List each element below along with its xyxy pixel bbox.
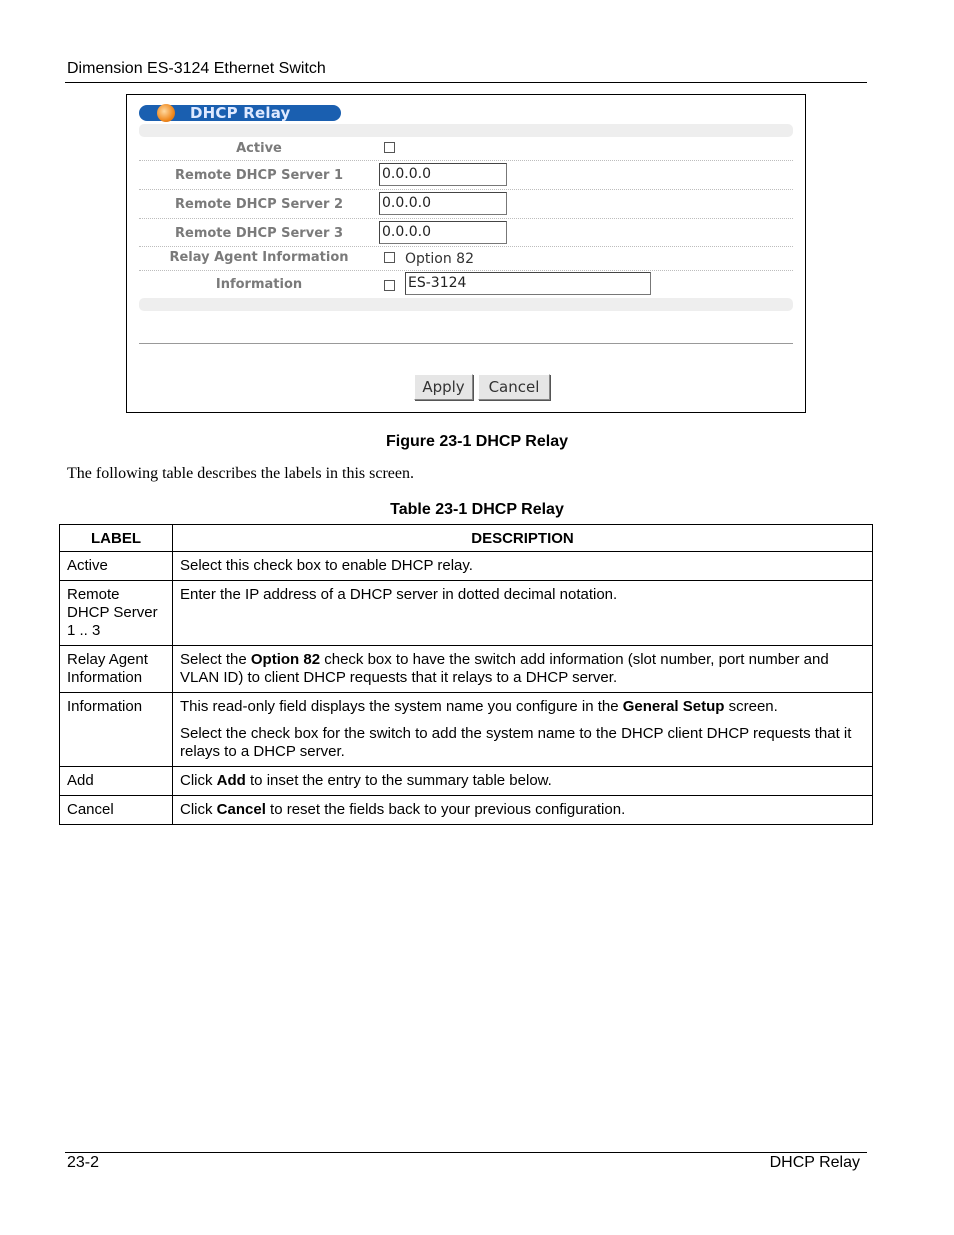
- active-checkbox[interactable]: [384, 142, 395, 153]
- header-label: LABEL: [60, 525, 173, 552]
- table-row: [60, 693, 873, 767]
- row-server2: [139, 190, 793, 219]
- row-active: [139, 138, 793, 161]
- option82-checkbox[interactable]: [384, 252, 395, 263]
- desc-text: Click: [180, 772, 217, 789]
- desc-bold: Cancel: [216, 801, 266, 818]
- server1-input[interactable]: 0.0.0.0: [379, 163, 507, 186]
- row-description: Select this check box to enable DHCP relay.: [173, 552, 873, 581]
- row-label: Cancel: [60, 796, 173, 825]
- server2-input[interactable]: 0.0.0.0: [379, 192, 507, 215]
- panel-title: DHCP Relay: [190, 104, 291, 122]
- desc-text: This read-only field displays the system name you configure in the: [180, 698, 623, 715]
- row-label: Information: [60, 693, 173, 767]
- row-description: [173, 693, 873, 767]
- desc-paragraph: [180, 698, 865, 716]
- desc-text: to reset the fields back to your previous configuration.: [265, 801, 626, 818]
- server1-label: Remote DHCP Server 1: [175, 168, 343, 183]
- row-description: Enter the IP address of a DHCP server in dotted decimal notation.: [173, 581, 873, 646]
- desc-text: screen.: [724, 698, 778, 715]
- intro-paragraph: The following table describes the labels in this screen.: [67, 465, 415, 482]
- option82-label: Option 82: [405, 251, 474, 267]
- table-row: [60, 552, 873, 581]
- desc-bold: Add: [216, 772, 246, 789]
- information-label: Information: [215, 277, 303, 292]
- row-label: Add: [60, 767, 173, 796]
- orb-icon: [157, 104, 175, 122]
- table-row: [60, 646, 873, 693]
- table-row: [60, 767, 873, 796]
- apply-button[interactable]: Apply: [414, 374, 473, 400]
- relay-agent-label: Relay Agent Information: [169, 250, 349, 265]
- row-label: Relay Agent Information: [60, 646, 173, 693]
- row-information: [139, 271, 793, 297]
- footer-section: DHCP Relay: [769, 1154, 860, 1171]
- bottom-band: [139, 298, 793, 311]
- figure-divider: [139, 343, 793, 344]
- desc-paragraph: Select the check box for the switch to add the system name to the DHCP client DHCP requests that it relays to a DHCP server.: [180, 725, 852, 760]
- desc-text: to inset the entry to the summary table below.: [245, 772, 552, 789]
- information-checkbox[interactable]: [384, 280, 395, 291]
- page-header-title: Dimension ES-3124 Ethernet Switch: [67, 60, 326, 77]
- figure-dhcp-relay-screenshot: [126, 94, 806, 413]
- table-row: [60, 581, 873, 646]
- row-description: [173, 796, 873, 825]
- desc-text: check box to have the switch add information (slot number, port number and VLAN ID) to client DHCP requests that it relays to a DHCP server.: [180, 651, 829, 686]
- page-number: 23-2: [67, 1154, 100, 1171]
- panel-title-bar: [139, 105, 341, 121]
- row-server3: [139, 219, 793, 247]
- row-server1: [139, 161, 793, 190]
- description-table: [59, 524, 873, 825]
- row-label: Active: [60, 552, 173, 581]
- server3-label: Remote DHCP Server 3: [175, 226, 343, 241]
- table-row: [60, 796, 873, 825]
- active-label: Active: [236, 141, 282, 156]
- footer-rule: [65, 1152, 867, 1153]
- desc-bold: Option 82: [250, 651, 321, 668]
- figure-caption: Figure 23-1 DHCP Relay: [386, 433, 568, 450]
- desc-text: Click: [180, 801, 217, 818]
- desc-text: Select the: [180, 651, 251, 668]
- header-description: DESCRIPTION: [173, 525, 873, 552]
- row-description: [173, 646, 873, 693]
- server3-input[interactable]: 0.0.0.0: [379, 221, 507, 244]
- table-header-row: [60, 525, 873, 552]
- row-description: [173, 767, 873, 796]
- table-caption: Table 23-1 DHCP Relay: [390, 501, 564, 518]
- row-relay-agent: [139, 247, 793, 271]
- row-label: Remote DHCP Server 1 .. 3: [60, 581, 173, 646]
- cancel-button[interactable]: Cancel: [478, 374, 550, 400]
- information-input: ES-3124: [405, 272, 651, 295]
- top-band: [139, 124, 793, 137]
- server2-label: Remote DHCP Server 2: [175, 197, 343, 212]
- desc-bold: General Setup: [622, 698, 725, 715]
- header-rule: [65, 82, 867, 83]
